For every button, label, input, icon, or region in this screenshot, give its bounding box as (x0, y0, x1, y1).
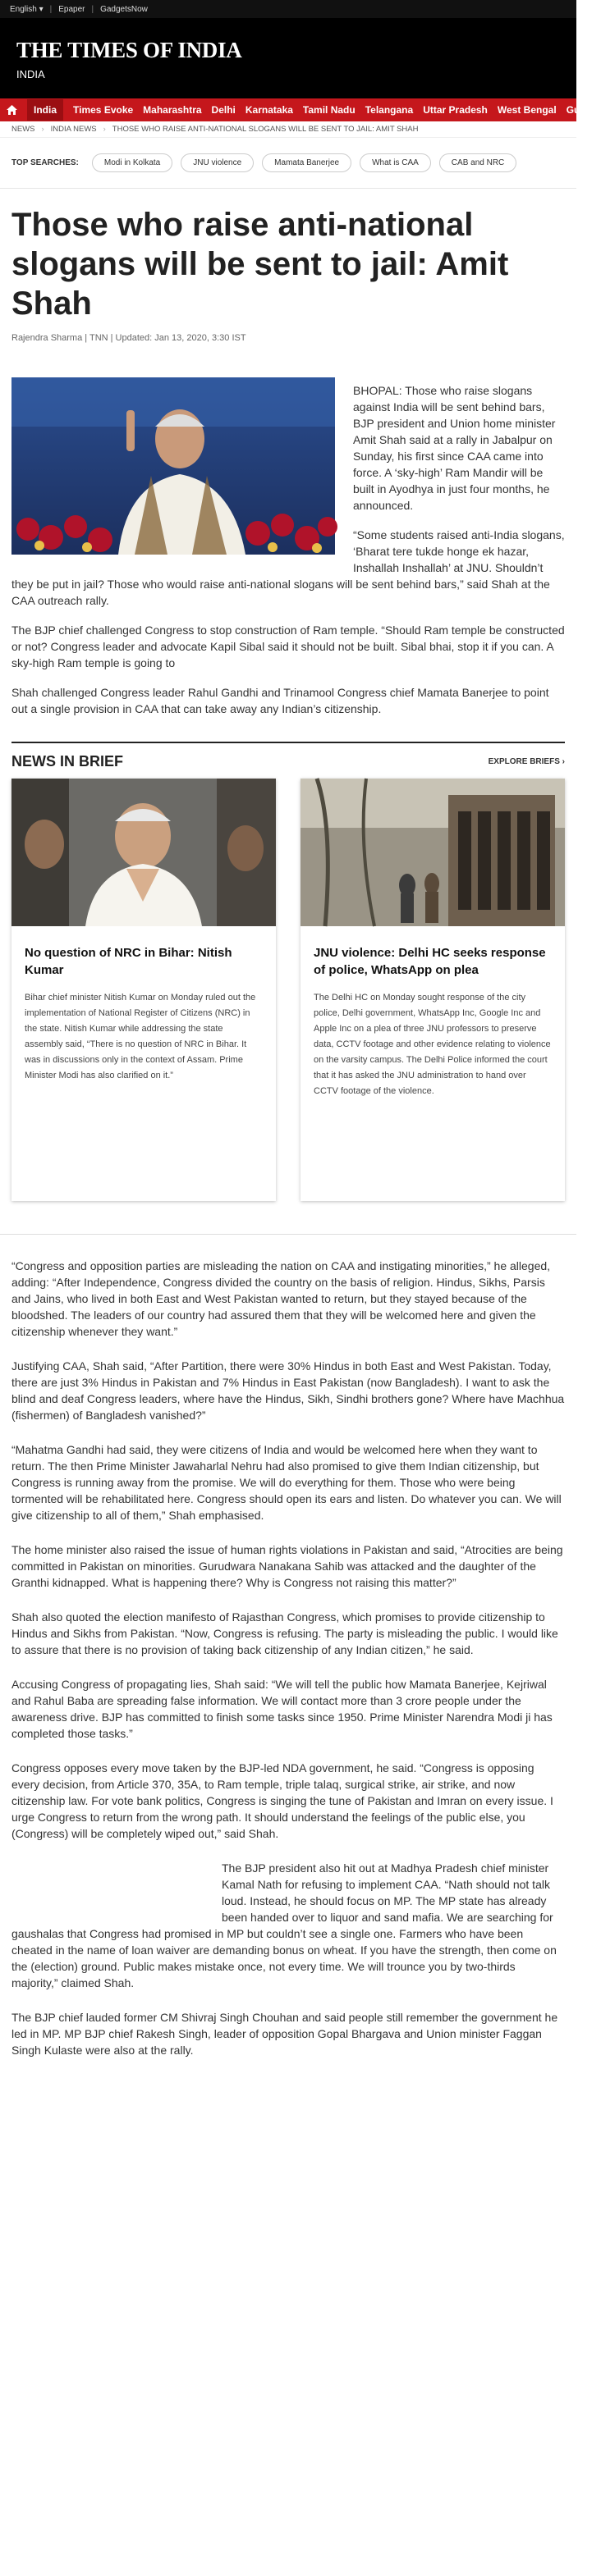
home-icon[interactable] (7, 105, 17, 115)
article-paragraph: Accusing Congress of propagating lies, Shah said: “We will tell the public how Mamata Banerjee, Kejriwal and Rahul Baba are spreading false information. We will contact more than 3 crore people under the awareness drive. BJP has committed to finish some tasks since 1950. Prime Minister Narendra Modi ji has completed those tasks.” (11, 1678, 553, 1740)
article-lead-paragraph: BHOPAL: Those who raise slogans against India will be sent behind bars, BJP president and Union home minister Amit Shah said at a rally in Jabalpur on Sunday, his first since CAA came into force. A ‘sky-high’ Ram Mandir will be built in Ayodhya in just four months, he announced. (353, 384, 556, 512)
main-nav (0, 98, 601, 121)
article-paragraph: The home minister also raised the issue of human rights violations in Pakistan and said, “Atrocities are being committed in Pakistan on minorities. Gurudwara Nanakana Sahib was attacked and the daughter of the Granthi kidnapped. What is happening there? Why is Congress not raising this matter?” (11, 1543, 563, 1589)
breadcrumb-india-news[interactable]: INDIA NEWS (50, 125, 97, 134)
nav-item-india[interactable]: India (27, 99, 63, 121)
article-paragraph: gaushalas that Congress had promised in MP but couldn’t see a single one. Farmers who have been cheated in the name of loan waiver are demanding bonus on wheat. If you have the strength, then come on the (election) ground. Public makes mistake once, not every time. We will trounce you by two-thirds majority,” claimed Shah. (11, 1927, 557, 1989)
breadcrumb-separator: › (41, 125, 44, 134)
search-chip[interactable]: JNU violence (181, 153, 254, 172)
lead-photo-amit-shah (11, 377, 335, 555)
article-paragraph: “Mahatma Gandhi had said, they were citizens of India and would be welcomed here when they want to return. The then Prime Minister Jawaharlal Nehru had also promised to give them Indian citizenship, but Congress is running away from the promise. We will do everything for them. Those who were being tormented will be rehabilitated here. Congress should open its ears and listen. Do whatever you can. We will give citizenship to all of them,” Shah emphasised. (11, 1443, 562, 1522)
brief-card[interactable] (300, 779, 565, 1201)
breadcrumb-current: THOSE WHO RAISE ANTI-NATIONAL SLOGANS WILL BE SENT TO JAIL: AMIT SHAH (112, 125, 419, 134)
article-paragraph: The BJP chief lauded former CM Shivraj Singh Chouhan and said people still remember the government he led in MP. MP BJP chief Rakesh Singh, leader of opposition Gopal Bhargava and Union minister Faggan Singh Kulaste were also at the rally. (11, 2011, 558, 2057)
article-paragraph: Justifying CAA, Shah said, “After Partition, there were 30% Hindus in both East and West Pakistan. Today, there are just 3% Hindus in Pakistan and 7% Hindus in East Pakistan (now Bangladesh). I want to ask the blind and deaf Congress leaders, where have the Hindus, Sikh, Sindhi brothers gone? Where have Machhua (fishermen) of Bangladesh vanished?” (11, 1359, 565, 1422)
brief-card-title[interactable]: JNU violence: Delhi HC seeks response of police, WhatsApp on plea (314, 946, 546, 977)
nav-item-maharashtra[interactable]: Maharashtra (143, 104, 202, 116)
search-chip[interactable]: CAB and NRC (439, 153, 516, 172)
nav-item-karnataka[interactable]: Karnataka (245, 104, 293, 116)
brief-card[interactable] (11, 779, 276, 1201)
news-in-brief-section (11, 742, 565, 1201)
article-paragraph: The BJP chief challenged Congress to stop construction of Ram temple. “Should Ram temple be constructed or not? Congress leader and advocate Kapil Sibal said it should not be built. Sibal bhai, stop it if you can. A sky-high Ram temple is going to (11, 623, 565, 669)
article-body-continued (0, 1234, 576, 2058)
article-paragraph: “Congress and opposition parties are misleading the nation on CAA and instigating minorities,” he alleged, adding: “After Independence, Congress divided the country on the basis of religion. Hindus, Sikhs, Parsis and Jains, who lived in both East and West Pakistan wanted to return, but they stayed because of the bloodshed. The leaders of our country had assured them that they will be welcomed here and given the citizenship whenever they want.” (11, 1259, 551, 1338)
section-title: NEWS IN BRIEF (11, 753, 124, 770)
top-searches-label: TOP SEARCHES: (11, 158, 79, 167)
breadcrumb-separator: › (103, 125, 106, 134)
search-chip[interactable]: Modi in Kolkata (92, 153, 172, 172)
nav-item-west-bengal[interactable]: West Bengal (497, 104, 557, 116)
search-chip[interactable]: What is CAA (360, 153, 431, 172)
brief-card-title[interactable]: No question of NRC in Bihar: Nitish Kumar (25, 946, 232, 977)
gadgetsnow-link[interactable]: GadgetsNow (100, 4, 148, 14)
article-body (0, 377, 576, 717)
search-chip[interactable]: Mamata Banerjee (262, 153, 351, 172)
nav-item-telangana[interactable]: Telangana (365, 104, 414, 116)
breadcrumb-news[interactable]: NEWS (11, 125, 35, 134)
divider: | (49, 4, 53, 14)
masthead (0, 18, 576, 98)
epaper-link[interactable]: Epaper (58, 4, 85, 14)
top-searches (0, 138, 576, 189)
nav-item-tamil-nadu[interactable]: Tamil Nadu (302, 104, 356, 116)
explore-briefs-link[interactable]: EXPLORE BRIEFS › (488, 757, 565, 766)
edition-label: INDIA (16, 68, 45, 80)
brief-card-description: The Delhi HC on Monday sought response of the city police, Delhi government, WhatsApp Inc, Google Inc and Apple Inc on a plea of three JNU professors to preserve data, CCTV footage and other evidence relating to violence on the varsity campus. The Delhi Police informed the court that it has asked the JNU administration to hand over CCTV footage of the violence. (314, 993, 551, 1096)
article-headline: Those who raise anti-national slogans will be sent to jail: Amit Shah (11, 207, 509, 322)
breadcrumb (0, 121, 576, 138)
nav-item-gujarat[interactable]: Gujarat (566, 104, 601, 116)
site-logo[interactable]: THE TIMES OF INDIA (16, 38, 242, 62)
article-paragraph: The BJP president also hit out at Madhya Pradesh chief minister Kamal Nath for refusing to implement CAA. “Nath should not talk loud. Instead, he should focus on MP. The MP state has already been handed over to liquor and sand mafia. We are searching for (222, 1861, 553, 1924)
article-byline: Rajendra Sharma | TNN | Updated: Jan 13, 2020, 3:30 IST (11, 333, 246, 343)
nav-item-times-evoke[interactable]: Times Evoke (73, 104, 134, 116)
brief-photo-nitish-kumar (11, 779, 276, 926)
article-paragraph: Congress opposes every move taken by the BJP-led NDA government, he said. “Congress is opposing every decision, from Article 370, 35A, to Ram temple, triple talaq, surgical strike, air strike, and now citizenship law. For vote bank politics, Congress is singing the tune of Pakistan and Imran on every issue. I urge Congress to return from the wrong path. It should understand the feelings of the public else, you (Congress) will be completely wiped out,” said Shah. (11, 1761, 553, 1840)
brief-card-description: Bihar chief minister Nitish Kumar on Monday ruled out the implementation of National Register of Citizens (NRC) in the state. Nitish Kumar while addressing the state assembly said, “There is no question of NRC in Bihar. It was in discussions only in the context of Assam. Prime Minister Modi has also clarified on it.” (25, 993, 256, 1080)
brief-photo-jnu-campus (300, 779, 565, 926)
top-utility-bar (0, 0, 576, 18)
nav-item-delhi[interactable]: Delhi (211, 104, 236, 116)
article-paragraph: Shah also quoted the election manifesto of Rajasthan Congress, which promises to provide citizenship to Hindus and Sikhs from Pakistan. “Now, Congress is refusing. The party is misleading the public. I would like to assure that there is no provision of taking back citizenship of any Indian citizen,” he said. (11, 1610, 558, 1656)
article-paragraph: Shah challenged Congress leader Rahul Gandhi and Trinamool Congress chief Mamata Banerjee to point out a single provision in CAA that can take away any Indian’s citizenship. (11, 686, 549, 715)
language-selector[interactable]: English ▾ (10, 4, 44, 14)
article-paragraph: “Some students raised anti-India slogans, ‘Bharat tere tukde honge ek hazar, Inshallah Inshallah’ at JNU. Shouldn’t they be put in jail? Those who would raise anti-national slogans will be sent behind bars,” said Shah at the CAA outreach rally. (11, 528, 565, 607)
nav-item-uttar-pradesh[interactable]: Uttar Pradesh (423, 104, 488, 116)
divider: | (91, 4, 94, 14)
